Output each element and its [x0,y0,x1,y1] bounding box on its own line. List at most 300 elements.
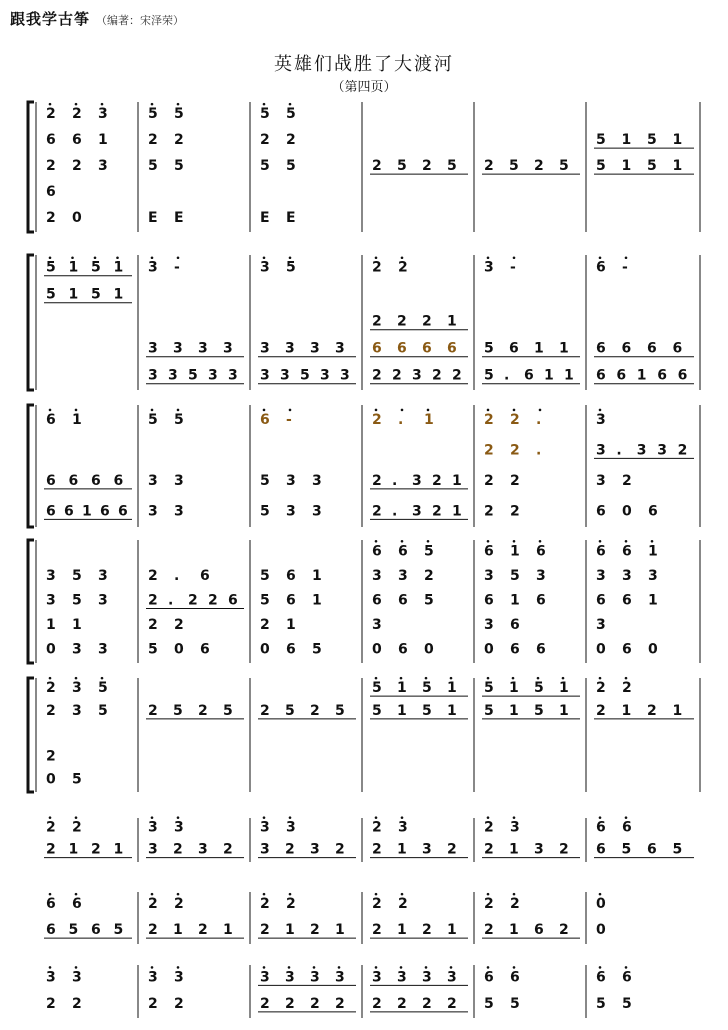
note: 6 [397,340,407,357]
note: 6 [596,259,606,276]
note: 3 [310,969,320,986]
octave-dot [401,540,404,543]
note: 1 [285,922,295,939]
note: 6 [509,340,519,357]
octave-dot [625,816,628,819]
note: 5 [148,106,158,123]
note: 2 [148,592,158,609]
octave-dot [263,103,266,106]
note: 6 [596,503,606,520]
note: 3 [148,841,158,858]
note: 5 [148,411,158,428]
note: 3 [286,503,296,520]
note: 3 [148,969,158,986]
octave-dot [151,966,154,969]
note: 3 [622,567,632,584]
note: 1 [113,286,124,303]
note: 2 [260,896,270,913]
octave-dot [49,409,52,412]
note: 5 [484,995,494,1012]
note: 0 [484,641,494,658]
note: 6 [524,367,534,384]
note: 3 [398,819,408,836]
octave-dot [263,966,266,969]
octave-dot [49,103,52,106]
note: . [504,367,510,384]
note: 2 [622,680,632,697]
octave-dot [289,816,292,819]
note: 2 [46,702,56,719]
note: 2 [148,702,158,719]
note: 5 [596,995,606,1012]
note: 2 [72,158,82,175]
note: 3 [174,472,184,489]
note: 2 [198,702,208,719]
note: 3 [98,567,108,584]
note: - [510,259,516,276]
note: 2 [310,702,320,719]
note: 3 [286,819,296,836]
note: 3 [46,592,56,609]
note: 5 [647,158,657,175]
octave-dot [49,816,52,819]
note: 5 [91,286,101,303]
note: 5 [223,702,233,719]
note: 6 [260,411,270,428]
note: 1 [636,367,647,384]
note: 6 [398,641,408,658]
note: 2 [422,995,432,1012]
note: 3 [596,567,606,584]
note: 5 [672,841,683,858]
note: 3 [260,259,270,276]
note: E [286,210,296,227]
note: 5 [424,592,434,609]
octave-dot [651,540,654,543]
note: 1 [397,841,407,858]
note: 6 [46,184,56,201]
octave-dot [375,677,378,680]
note: 2 [198,922,208,939]
note: 5 [424,543,434,560]
octave-dot [400,966,403,969]
note: 0 [648,641,658,658]
note: 2 [372,313,382,330]
note: 2 [397,313,407,330]
note: 5 [534,702,544,719]
note: 6 [596,592,606,609]
octave-dot [599,409,602,412]
note: 3 [372,617,382,634]
piece-title: 英雄们战胜了大渡河 [274,54,454,75]
note: . [398,411,404,428]
note: 2 [372,158,382,175]
note: 3 [46,567,56,584]
note: 0 [424,641,434,658]
note: 1 [424,411,434,428]
note: 6 [534,922,544,939]
note: 6 [596,819,606,836]
note: 6 [286,567,296,584]
note: . [168,592,174,609]
octave-dot [513,256,516,259]
note: 2 [72,106,82,123]
note: 2 [148,617,158,634]
octave-dot [75,816,78,819]
note: 0 [174,641,184,658]
note: 2 [174,617,184,634]
author-credit: （编著：宋泽荣） [96,14,184,27]
note: 5 [260,158,270,175]
note: 5 [534,680,544,697]
note: 6 [622,819,632,836]
note: 2 [432,367,442,384]
note: 6 [621,340,632,357]
octave-dot [427,540,430,543]
note: 2 [372,367,382,384]
note: 3 [72,641,82,658]
note: 5 [596,132,606,149]
note: 6 [657,367,667,384]
octave-dot [289,103,292,106]
note: 3 [260,367,270,384]
note: 3 [657,442,667,459]
octave-dot [75,409,78,412]
note: 2 [484,503,494,520]
note: 1 [559,340,569,357]
note: 6 [286,641,296,658]
note: 6 [72,132,82,149]
octave-dot [49,966,52,969]
note: 2 [596,702,606,719]
note: 3 [534,841,544,858]
octave-dot [487,540,490,543]
note: 3 [174,503,184,520]
note: 5 [447,158,457,175]
note: 2 [432,472,442,489]
note: 2 [422,313,432,330]
note: 5 [335,702,345,719]
note: 3 [310,841,320,858]
octave-dot [375,893,378,896]
note: 2 [484,158,494,175]
note: 3 [98,592,108,609]
octave-dot [401,256,404,259]
note: 3 [208,367,218,384]
note: 5 [260,503,270,520]
octave-dot [375,540,378,543]
note: 1 [312,592,322,609]
note: 2 [484,472,494,489]
note: 2 [46,748,56,765]
note: 1 [621,702,632,719]
note: 2 [335,995,345,1012]
note: 2 [484,896,494,913]
note: 6 [677,367,688,384]
octave-dot [425,677,428,680]
note: 5 [98,680,108,697]
note: 1 [509,702,519,719]
note: 0 [596,641,606,658]
note: - [174,259,180,276]
note: 6 [46,896,56,913]
note: 2 [173,841,183,858]
octave-dot [49,893,52,896]
octave-dot [116,256,119,259]
note: 1 [68,259,79,276]
note: 2 [310,995,320,1012]
note: 3 [648,567,658,584]
octave-dot [177,256,180,259]
note: 6 [118,503,128,520]
octave-dot [288,966,291,969]
note: 3 [412,503,422,520]
note: 6 [68,472,79,489]
note: 1 [397,702,407,719]
octave-dot [263,409,266,412]
note: 2 [91,841,101,858]
note: 2 [372,995,382,1012]
note: 5 [98,702,108,719]
octave-dot [537,677,540,680]
note: 3 [223,340,233,357]
note: 2 [534,158,544,175]
note: 5 [622,995,632,1012]
note: 6 [647,340,657,357]
note: 6 [46,411,56,428]
note: 2 [510,442,520,459]
note: 1 [544,367,554,384]
note: 1 [72,411,82,428]
note: 1 [564,367,574,384]
note: 3 [260,841,270,858]
note: 2 [398,259,408,276]
note: 3 [372,969,382,986]
note: 2 [372,472,382,489]
note: 1 [509,922,519,939]
note: 6 [46,472,56,489]
note: 1 [397,680,407,697]
octave-dot [101,677,104,680]
note: - [622,259,628,276]
octave-dot [513,893,516,896]
note: 2 [148,132,158,149]
octave-dot [625,966,628,969]
note: 2 [148,995,158,1012]
note: 5 [46,259,56,276]
note: 5 [422,680,432,697]
note: 6 [372,340,382,357]
note: 6 [91,922,101,939]
note: 3 [412,367,422,384]
note: 2 [46,680,56,697]
note: 5 [260,106,270,123]
octave-dot [75,103,78,106]
note: 3 [72,969,82,986]
note: 6 [484,543,494,560]
note: 3 [174,969,184,986]
note: 6 [46,922,56,939]
note: 2 [372,503,382,520]
note: 2 [208,592,218,609]
note: 2 [260,132,270,149]
note: 5 [68,922,79,939]
note: 2 [372,841,382,858]
note: 6 [72,896,82,913]
note: 0 [622,503,632,520]
note: 6 [510,617,520,634]
note: 3 [98,106,108,123]
note: 1 [397,922,407,939]
note: 3 [398,567,408,584]
note: 5 [260,592,270,609]
note: 3 [148,503,158,520]
note: 6 [484,592,494,609]
note: 2 [188,592,198,609]
octave-dot [313,966,316,969]
note: 2 [677,442,688,459]
octave-dot [487,966,490,969]
note: 3 [397,969,407,986]
note: 3 [285,969,295,986]
octave-dot [401,893,404,896]
octave-dot [151,103,154,106]
note: 2 [260,995,270,1012]
note: 6 [622,543,632,560]
note: 2 [286,132,296,149]
note: 2 [372,259,382,276]
note: 2 [510,896,520,913]
note: 2 [372,411,382,428]
note: 0 [46,771,56,788]
octave-dot [599,256,602,259]
note: 6 [596,340,606,357]
note: 5 [46,286,56,303]
note: 2 [46,106,56,123]
note: E [174,210,184,227]
note: 2 [286,896,296,913]
octave-dot [101,103,104,106]
octave-dot [75,966,78,969]
octave-dot [625,256,628,259]
note: 1 [672,158,683,175]
note: 6 [596,543,606,560]
page-number: （第四页） [331,80,397,95]
note: 3 [372,567,382,584]
note: 3 [260,969,270,986]
note: 3 [510,819,520,836]
note: . [174,567,180,584]
note: 3 [312,472,322,489]
note: 5 [72,771,82,788]
note: 2 [285,995,295,1012]
note: 2 [223,841,233,858]
note: 2 [148,896,158,913]
octave-dot [450,966,453,969]
note: 1 [672,702,683,719]
note: 5 [113,922,124,939]
note: 2 [447,841,457,858]
octave-dot [177,966,180,969]
note: 6 [536,641,546,658]
note: 2 [72,995,82,1012]
octave-dot [513,409,516,412]
note: 3 [335,340,345,357]
note: 1 [447,313,457,330]
note: 6 [616,367,627,384]
note: 3 [285,340,295,357]
note: 5 [286,106,296,123]
note: 6 [113,472,124,489]
note: 3 [310,340,320,357]
note: 5 [484,340,494,357]
note: 3 [312,503,322,520]
note: 1 [452,472,462,489]
octave-dot [625,677,628,680]
octave-dot [513,540,516,543]
note: 5 [596,158,606,175]
note: 3 [320,367,330,384]
note: 2 [72,819,82,836]
note: 5 [174,158,184,175]
note: 1 [559,702,569,719]
note: 2 [484,411,494,428]
note: 5 [72,592,82,609]
octave-dot [487,409,490,412]
note: 1 [510,543,520,560]
octave-dot [400,677,403,680]
note: 3 [340,367,350,384]
octave-dot [71,256,74,259]
note: 2 [484,922,494,939]
note: 2 [392,367,402,384]
note: 2 [174,132,184,149]
note: 1 [621,132,632,149]
note: 3 [484,567,494,584]
note: 2 [622,472,632,489]
note: 3 [72,702,82,719]
note: 6 [46,503,56,520]
octave-dot [375,966,378,969]
note: 2 [596,680,606,697]
note: 5 [647,132,657,149]
note: 1 [534,340,544,357]
note: 3 [72,680,82,697]
note: 2 [559,922,569,939]
note: 3 [422,969,432,986]
note: 6 [372,592,382,609]
octave-dot [487,677,490,680]
octave-dot [539,540,542,543]
note: 1 [621,158,632,175]
note: 3 [228,367,238,384]
note: 2 [397,995,407,1012]
note: 6 [596,969,606,986]
note: 3 [46,969,56,986]
note: 1 [335,922,345,939]
note: 3 [596,617,606,634]
note: 5 [484,680,494,697]
note: 5 [286,158,296,175]
octave-dot [599,893,602,896]
note: 2 [260,922,270,939]
note: 5 [484,367,494,384]
octave-dot [487,256,490,259]
note: 6 [398,543,408,560]
octave-dot [289,893,292,896]
octave-dot [513,816,516,819]
octave-dot [513,966,516,969]
